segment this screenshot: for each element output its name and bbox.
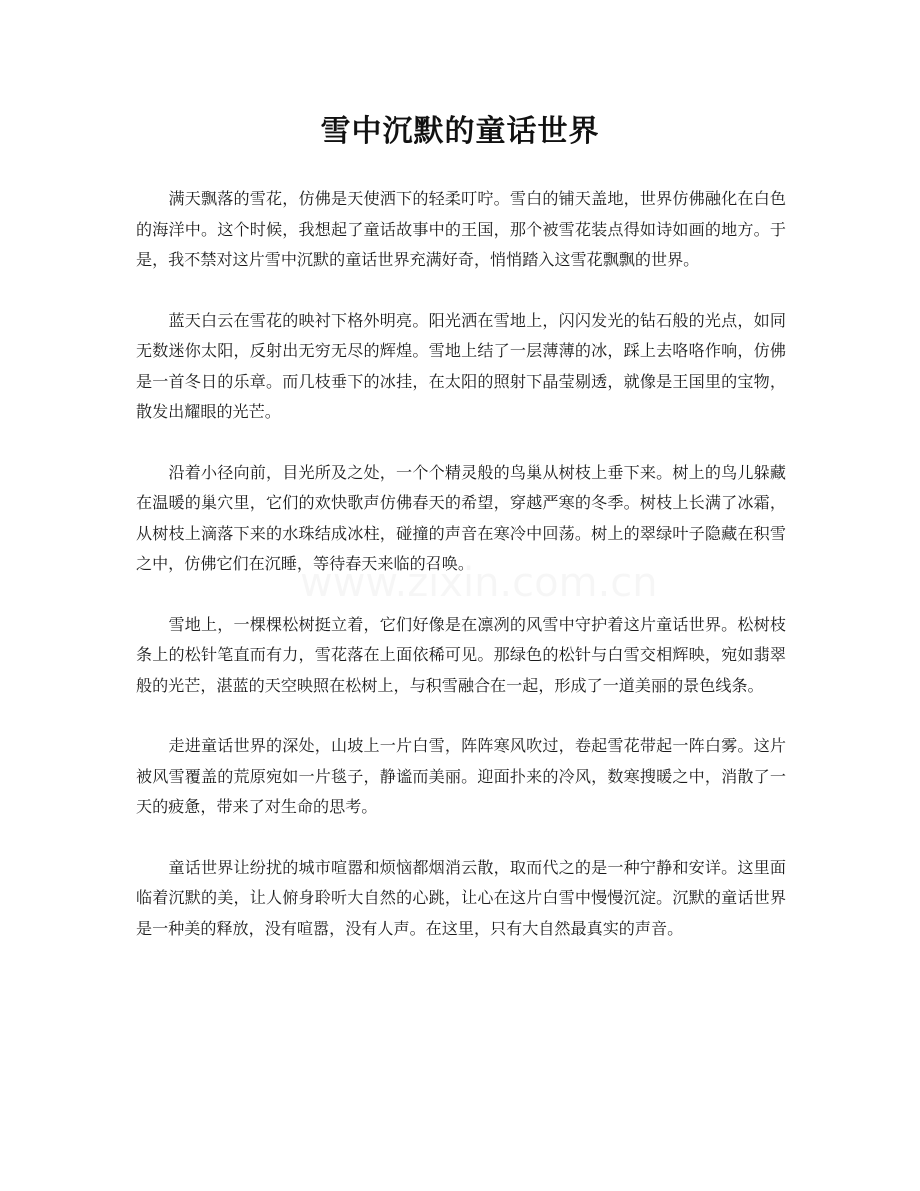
document-body [136, 184, 786, 974]
paragraph-5: 走进童话世界的深处，山坡上一片白雪，阵阵寒风吹过，卷起雪花带起一阵白雾。这片被风雪覆盖的荒原宛如一片毯子，静谧而美丽。迎面扑来的冷风，数寒搜暖之中，消散了一天的疲惫，带来了对生命的思考。 [136, 736, 786, 816]
paragraph-3: 沿着小径向前，目光所及之处，一个个精灵般的鸟巢从树枝上垂下来。树上的鸟儿躲藏在温暖的巢穴里，它们的欢快歌声仿佛春天的希望，穿越严寒的冬季。树枝上长满了冰霜，从树枝上滴落下来的水珠结成冰柱，碰撞的声音在寒冷中回荡。树上的翠绿叶子隐藏在积雪之中，仿佛它们在沉睡，等待春天来临的召唤。 [136, 462, 786, 573]
paragraph-6: 童话世界让纷扰的城市喧嚣和烦恼都烟消云散，取而代之的是一种宁静和安详。这里面临着沉默的美，让人俯身聆听大自然的心跳，让心在这片白雪中慢慢沉淀。沉默的童话世界是一种美的释放，没有喧嚣，没有人声。在这里，只有大自然最真实的声音。 [136, 857, 786, 938]
document-title: 雪中沉默的童话世界 [320, 114, 600, 149]
paragraph-1: 满天飘落的雪花，仿佛是天使洒下的轻柔叮咛。雪白的铺天盖地，世界仿佛融化在白色的海洋中。这个时候，我想起了童话故事中的王国，那个被雪花装点得如诗如画的地方。于是，我不禁对这片雪中沉默的童话世界充满好奇，悄悄踏入这雪花飘飘的世界。 [136, 189, 786, 269]
paragraph-4: 雪地上，一棵棵松树挺立着，它们好像是在凛冽的风雪中守护着这片童话世界。松树枝条上的松针笔直而有力，雪花落在上面依稀可见。那绿色的松针与白雪交相辉映，宛如翡翠般的光芒，湛蓝的天空映照在松树上，与积雪融合在一起，形成了一道美丽的景色线条。 [136, 614, 786, 695]
paragraph-2: 蓝天白云在雪花的映衬下格外明亮。阳光洒在雪地上，闪闪发光的钻石般的光点，如同无数迷你太阳，反射出无穷无尽的辉煌。雪地上结了一层薄薄的冰，踩上去咯咯作响，仿佛是一首冬日的乐章。而几枝垂下的冰挂，在太阳的照射下晶莹剔透，就像是王国里的宝物，散发出耀眼的光芒。 [136, 310, 786, 421]
